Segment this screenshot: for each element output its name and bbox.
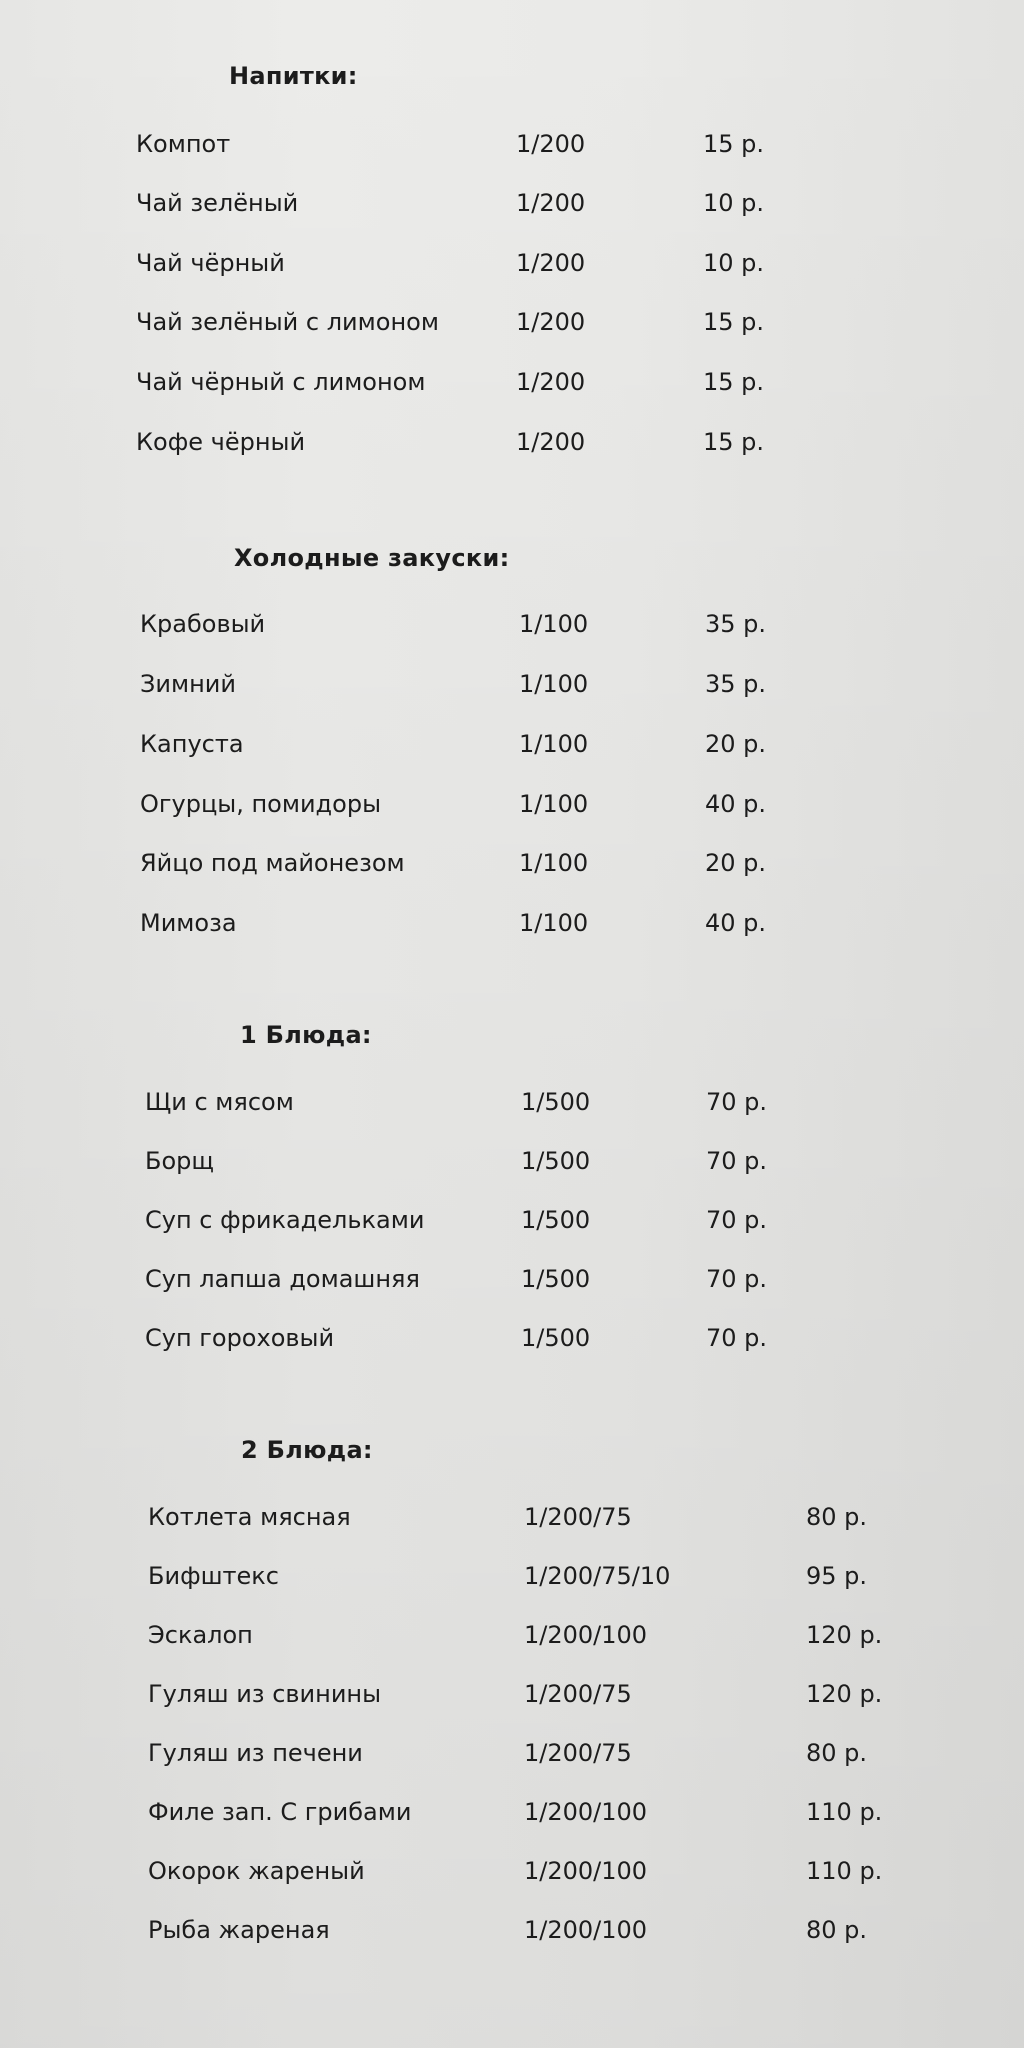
item-price: 110 р. [806, 1798, 883, 1826]
item-portion: 1/200/75/10 [524, 1562, 671, 1590]
item-portion: 1/100 [519, 790, 589, 818]
menu-item [0, 903, 1024, 943]
item-price: 15 р. [703, 308, 765, 336]
item-name: Гуляш из печени [148, 1739, 363, 1767]
item-price: 70 р. [706, 1324, 768, 1352]
menu-item [0, 664, 1024, 704]
item-name: Суп лапша домашняя [145, 1265, 420, 1293]
item-portion: 1/100 [519, 610, 589, 638]
item-name: Суп гороховый [145, 1324, 335, 1352]
item-name: Огурцы, помидоры [140, 790, 382, 818]
item-portion: 1/200 [516, 189, 586, 217]
menu-item [0, 183, 1024, 223]
item-portion: 1/200 [516, 368, 586, 396]
menu-item [0, 422, 1024, 462]
item-name: Борщ [145, 1147, 214, 1175]
item-price: 15 р. [703, 130, 765, 158]
item-portion: 1/200/100 [524, 1621, 648, 1649]
menu-item [0, 1318, 1024, 1358]
menu-item [0, 1910, 1024, 1950]
item-price: 40 р. [705, 790, 767, 818]
menu-item [0, 1497, 1024, 1537]
menu-item [0, 843, 1024, 883]
item-price: 95 р. [806, 1562, 868, 1590]
item-portion: 1/200/100 [524, 1798, 648, 1826]
item-name: Чай зелёный [136, 189, 299, 217]
item-price: 80 р. [806, 1916, 868, 1944]
menu-item [0, 604, 1024, 644]
item-price: 20 р. [705, 849, 767, 877]
item-name: Чай зелёный с лимоном [136, 308, 439, 336]
item-portion: 1/200/75 [524, 1739, 632, 1767]
item-portion: 1/100 [519, 909, 589, 937]
item-portion: 1/200/75 [524, 1680, 632, 1708]
item-portion: 1/200 [516, 130, 586, 158]
section-title: 1 Блюда: [240, 1021, 372, 1049]
item-portion: 1/500 [521, 1147, 591, 1175]
item-price: 10 р. [703, 189, 765, 217]
item-name: Филе зап. С грибами [148, 1798, 412, 1826]
menu-item [0, 1200, 1024, 1240]
item-name: Крабовый [140, 610, 266, 638]
menu-item [0, 302, 1024, 342]
menu-item [0, 1615, 1024, 1655]
item-price: 120 р. [806, 1680, 883, 1708]
menu-item [0, 243, 1024, 283]
item-portion: 1/100 [519, 670, 589, 698]
item-name: Зимний [140, 670, 236, 698]
item-price: 70 р. [706, 1147, 768, 1175]
item-name: Бифштекс [148, 1562, 279, 1590]
item-portion: 1/500 [521, 1265, 591, 1293]
menu-item [0, 1141, 1024, 1181]
item-portion: 1/500 [521, 1206, 591, 1234]
item-name: Мимоза [140, 909, 237, 937]
section-title: Напитки: [229, 62, 358, 90]
item-name: Кофе чёрный [136, 428, 306, 456]
item-price: 15 р. [703, 428, 765, 456]
menu-item [0, 784, 1024, 824]
item-portion: 1/100 [519, 849, 589, 877]
item-portion: 1/200/100 [524, 1857, 648, 1885]
menu-item [0, 1851, 1024, 1891]
section-title: Холодные закуски: [234, 544, 510, 572]
item-portion: 1/200 [516, 308, 586, 336]
item-portion: 1/200/75 [524, 1503, 632, 1531]
menu-item [0, 124, 1024, 164]
menu-item [0, 1556, 1024, 1596]
item-name: Компот [136, 130, 231, 158]
item-portion: 1/200/100 [524, 1916, 648, 1944]
item-portion: 1/200 [516, 428, 586, 456]
item-price: 10 р. [703, 249, 765, 277]
section-title: 2 Блюда: [241, 1436, 373, 1464]
item-price: 80 р. [806, 1503, 868, 1531]
menu-item [0, 724, 1024, 764]
item-name: Гуляш из свинины [148, 1680, 382, 1708]
item-name: Чай чёрный с лимоном [136, 368, 426, 396]
item-portion: 1/500 [521, 1324, 591, 1352]
item-name: Эскалоп [148, 1621, 253, 1649]
item-portion: 1/100 [519, 730, 589, 758]
item-price: 110 р. [806, 1857, 883, 1885]
menu-item [0, 1792, 1024, 1832]
menu-item [0, 1674, 1024, 1714]
item-name: Чай чёрный [136, 249, 285, 277]
item-price: 35 р. [705, 670, 767, 698]
item-portion: 1/200 [516, 249, 586, 277]
item-price: 15 р. [703, 368, 765, 396]
item-name: Капуста [140, 730, 244, 758]
menu-item [0, 1733, 1024, 1773]
item-name: Яйцо под майонезом [140, 849, 405, 877]
menu-item [0, 1082, 1024, 1122]
item-name: Окорок жареный [148, 1857, 365, 1885]
item-name: Щи с мясом [145, 1088, 294, 1116]
item-price: 70 р. [706, 1088, 768, 1116]
item-price: 40 р. [705, 909, 767, 937]
item-price: 80 р. [806, 1739, 868, 1767]
item-price: 70 р. [706, 1265, 768, 1293]
menu-item [0, 1259, 1024, 1299]
item-price: 20 р. [705, 730, 767, 758]
item-name: Суп с фрикадельками [145, 1206, 425, 1234]
item-price: 120 р. [806, 1621, 883, 1649]
item-price: 70 р. [706, 1206, 768, 1234]
item-name: Котлета мясная [148, 1503, 351, 1531]
menu-item [0, 362, 1024, 402]
item-name: Рыба жареная [148, 1916, 330, 1944]
item-portion: 1/500 [521, 1088, 591, 1116]
item-price: 35 р. [705, 610, 767, 638]
